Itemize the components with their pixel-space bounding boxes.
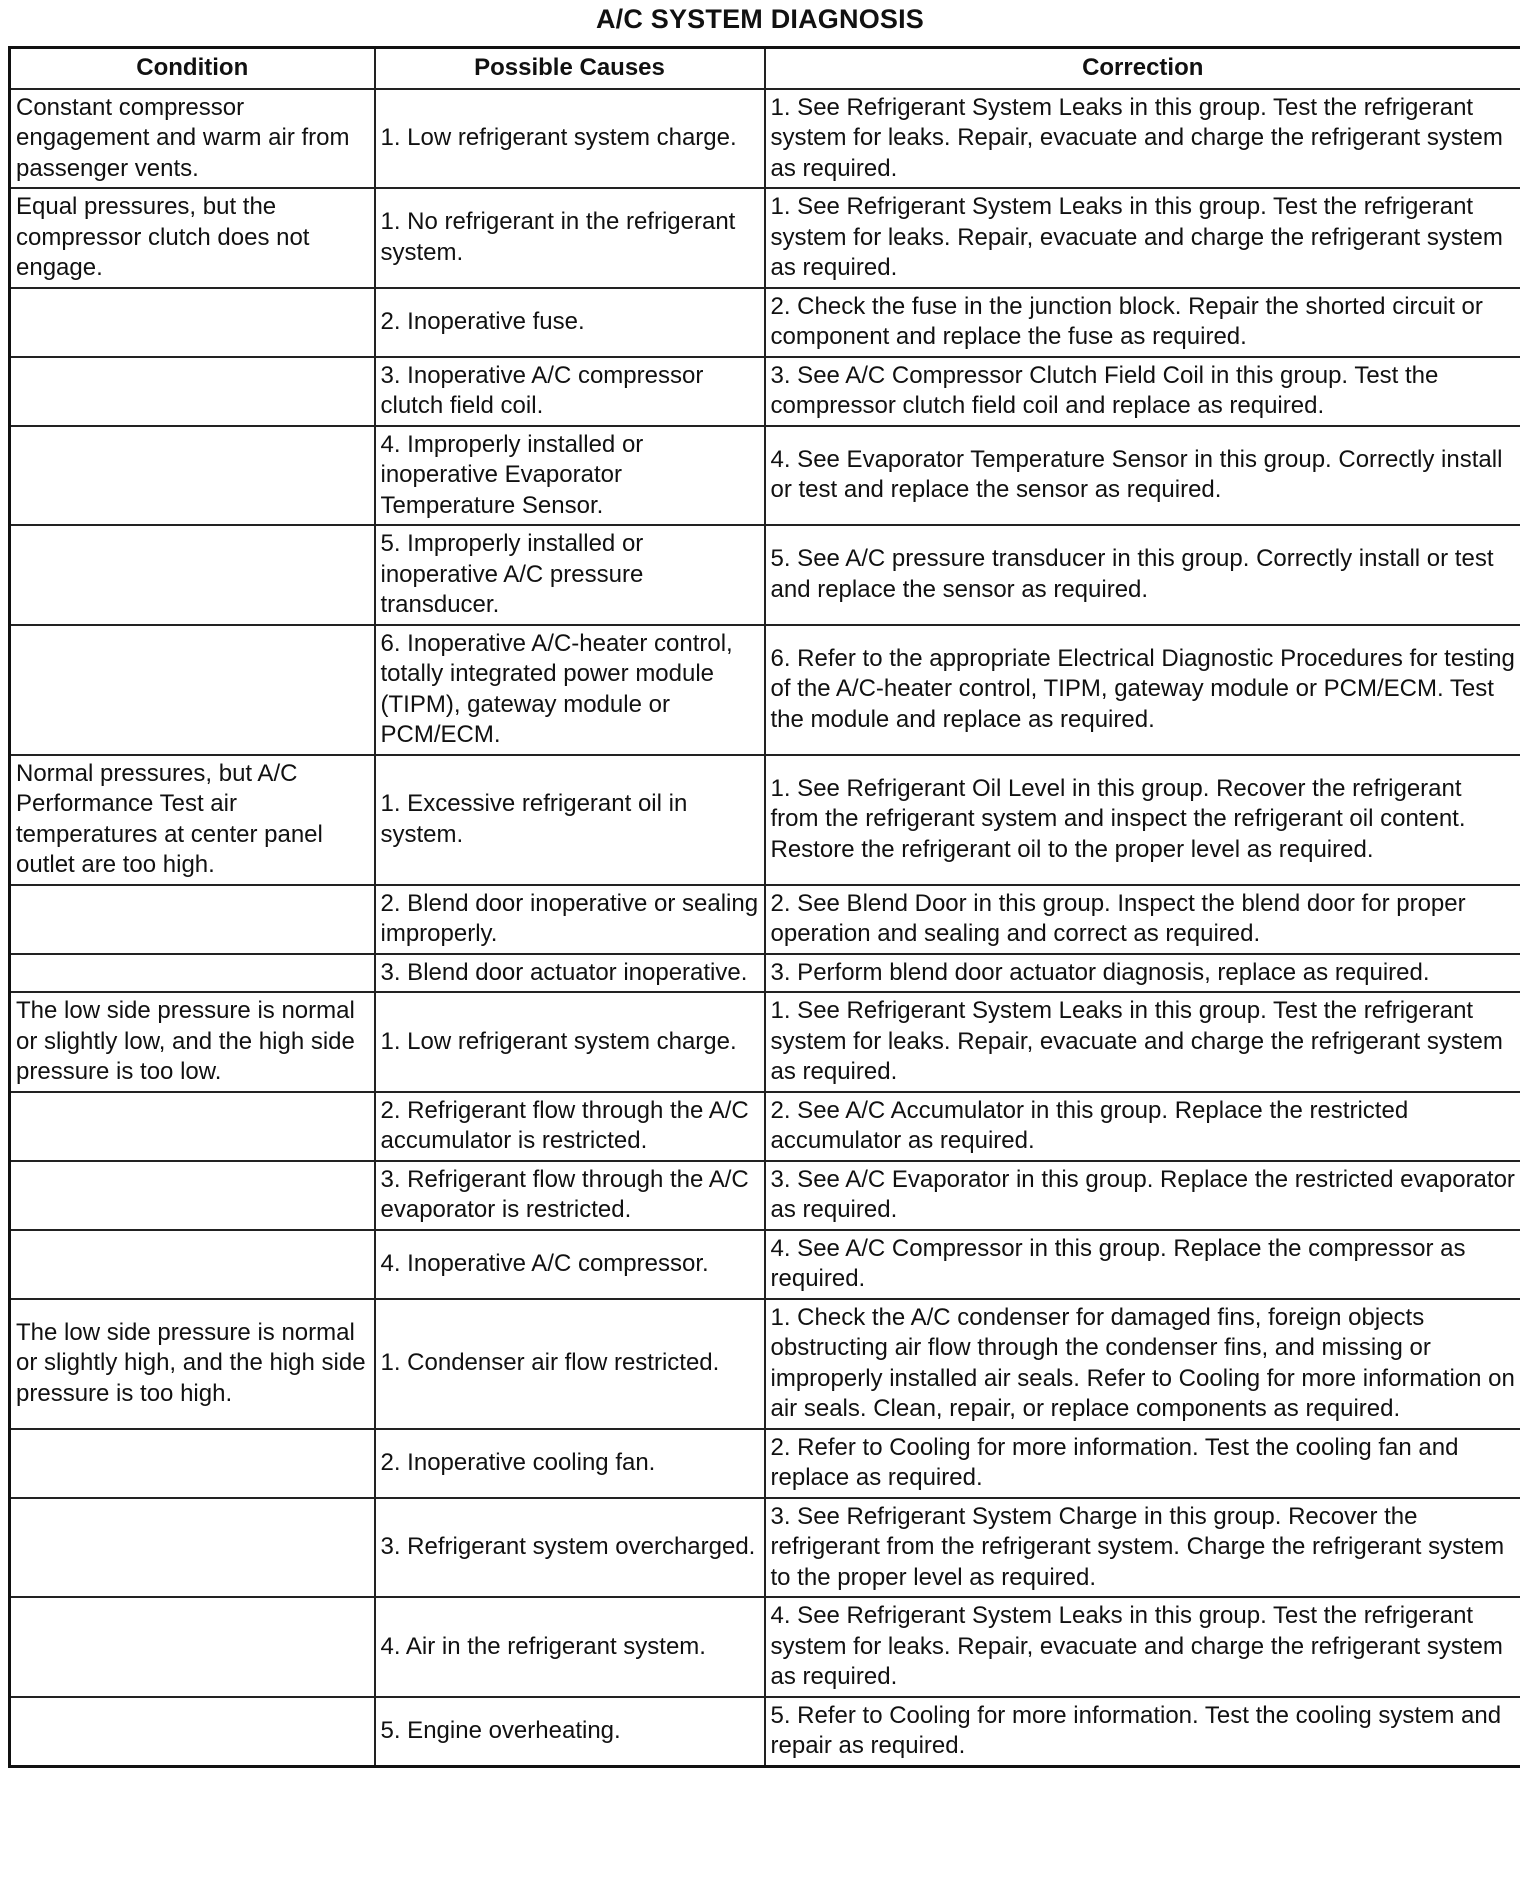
- correction-cell: 6. Refer to the appropriate Electrical Diagnostic Procedures for testing of the A/C-heater control, TIPM, gateway module or PCM/ECM. Test the module and replace as required.: [765, 625, 1520, 755]
- correction-cell: 5. See A/C pressure transducer in this group. Correctly install or test and replace the sensor as required.: [765, 525, 1520, 625]
- table-row: [10, 188, 1520, 288]
- table-row: [10, 1697, 1520, 1767]
- cause-cell: 2. Refrigerant flow through the A/C accumulator is restricted.: [375, 1092, 765, 1161]
- cause-cell: 6. Inoperative A/C-heater control, totally integrated power module (TIPM), gateway module or PCM/ECM.: [375, 625, 765, 755]
- table-row: [10, 1299, 1520, 1429]
- table-row: [10, 1597, 1520, 1697]
- condition-cell: [10, 1230, 375, 1299]
- correction-cell: 1. Check the A/C condenser for damaged fins, foreign objects obstructing air flow through the condenser fins, and missing or improperly installed air seals. Refer to Cooling for more information on air seals. Clean, repair, or replace components as required.: [765, 1299, 1520, 1429]
- table-row: [10, 1498, 1520, 1598]
- correction-cell: 3. Perform blend door actuator diagnosis, replace as required.: [765, 954, 1520, 993]
- condition-cell: Equal pressures, but the compressor clutch does not engage.: [10, 188, 375, 288]
- condition-cell: The low side pressure is normal or slightly low, and the high side pressure is too low.: [10, 992, 375, 1092]
- cause-cell: 2. Inoperative cooling fan.: [375, 1429, 765, 1498]
- table-row: [10, 426, 1520, 526]
- condition-cell: The low side pressure is normal or slightly high, and the high side pressure is too high.: [10, 1299, 375, 1429]
- correction-cell: 3. See Refrigerant System Charge in this group. Recover the refrigerant from the refrigerant system. Charge the refrigerant system to the proper level as required.: [765, 1498, 1520, 1598]
- table-row: [10, 525, 1520, 625]
- condition-cell: [10, 625, 375, 755]
- table-row: [10, 1161, 1520, 1230]
- cause-cell: 1. Low refrigerant system charge.: [375, 89, 765, 189]
- cause-cell: 5. Engine overheating.: [375, 1697, 765, 1767]
- cause-cell: 1. Low refrigerant system charge.: [375, 992, 765, 1092]
- column-header-condition: Condition: [10, 48, 375, 89]
- cause-cell: 2. Inoperative fuse.: [375, 288, 765, 357]
- correction-cell: 2. Check the fuse in the junction block. Repair the shorted circuit or component and replace the fuse as required.: [765, 288, 1520, 357]
- correction-cell: 4. See A/C Compressor in this group. Replace the compressor as required.: [765, 1230, 1520, 1299]
- cause-cell: 1. Condenser air flow restricted.: [375, 1299, 765, 1429]
- table-row: [10, 288, 1520, 357]
- correction-cell: 2. See Blend Door in this group. Inspect the blend door for proper operation and sealing and correct as required.: [765, 885, 1520, 954]
- table-row: [10, 992, 1520, 1092]
- correction-cell: 5. Refer to Cooling for more information. Test the cooling system and repair as required.: [765, 1697, 1520, 1767]
- condition-cell: Normal pressures, but A/C Performance Test air temperatures at center panel outlet are too high.: [10, 755, 375, 885]
- cause-cell: 4. Improperly installed or inoperative Evaporator Temperature Sensor.: [375, 426, 765, 526]
- cause-cell: 3. Refrigerant flow through the A/C evaporator is restricted.: [375, 1161, 765, 1230]
- cause-cell: 3. Blend door actuator inoperative.: [375, 954, 765, 993]
- cause-cell: 5. Improperly installed or inoperative A/C pressure transducer.: [375, 525, 765, 625]
- cause-cell: 4. Air in the refrigerant system.: [375, 1597, 765, 1697]
- cause-cell: 4. Inoperative A/C compressor.: [375, 1230, 765, 1299]
- diagnosis-table: [8, 46, 1520, 1768]
- cause-cell: 1. Excessive refrigerant oil in system.: [375, 755, 765, 885]
- condition-cell: [10, 1597, 375, 1697]
- table-row: [10, 885, 1520, 954]
- table-header-row: [10, 48, 1520, 89]
- condition-cell: [10, 1429, 375, 1498]
- condition-cell: Constant compressor engagement and warm air from passenger vents.: [10, 89, 375, 189]
- condition-cell: [10, 288, 375, 357]
- correction-cell: 1. See Refrigerant System Leaks in this group. Test the refrigerant system for leaks. Repair, evacuate and charge the refrigerant system as required.: [765, 188, 1520, 288]
- condition-cell: [10, 885, 375, 954]
- condition-cell: [10, 426, 375, 526]
- correction-cell: 3. See A/C Compressor Clutch Field Coil in this group. Test the compressor clutch field coil and replace as required.: [765, 357, 1520, 426]
- correction-cell: 2. Refer to Cooling for more information. Test the cooling fan and replace as required.: [765, 1429, 1520, 1498]
- table-row: [10, 357, 1520, 426]
- condition-cell: [10, 1161, 375, 1230]
- condition-cell: [10, 1498, 375, 1598]
- table-row: [10, 1092, 1520, 1161]
- table-row: [10, 625, 1520, 755]
- condition-cell: [10, 525, 375, 625]
- column-header-possible-causes: Possible Causes: [375, 48, 765, 89]
- table-row: [10, 755, 1520, 885]
- condition-cell: [10, 1697, 375, 1767]
- column-header-correction: Correction: [765, 48, 1520, 89]
- cause-cell: 3. Inoperative A/C compressor clutch field coil.: [375, 357, 765, 426]
- document-title: A/C SYSTEM DIAGNOSIS: [595, 4, 925, 34]
- correction-cell: 1. See Refrigerant System Leaks in this group. Test the refrigerant system for leaks. Repair, evacuate and charge the refrigerant system as required.: [765, 89, 1520, 189]
- correction-cell: 3. See A/C Evaporator in this group. Replace the restricted evaporator as required.: [765, 1161, 1520, 1230]
- correction-cell: 4. See Refrigerant System Leaks in this group. Test the refrigerant system for leaks. Repair, evacuate and charge the refrigerant system as required.: [765, 1597, 1520, 1697]
- table-row: [10, 1230, 1520, 1299]
- cause-cell: 1. No refrigerant in the refrigerant system.: [375, 188, 765, 288]
- correction-cell: 1. See Refrigerant Oil Level in this group. Recover the refrigerant from the refrigerant system and inspect the refrigerant oil content. Restore the refrigerant oil to the proper level as required.: [765, 755, 1520, 885]
- condition-cell: [10, 954, 375, 993]
- cause-cell: 2. Blend door inoperative or sealing improperly.: [375, 885, 765, 954]
- correction-cell: 4. See Evaporator Temperature Sensor in this group. Correctly install or test and replace the sensor as required.: [765, 426, 1520, 526]
- cause-cell: 3. Refrigerant system overcharged.: [375, 1498, 765, 1598]
- correction-cell: 1. See Refrigerant System Leaks in this group. Test the refrigerant system for leaks. Repair, evacuate and charge the refrigerant system as required.: [765, 992, 1520, 1092]
- table-row: [10, 1429, 1520, 1498]
- table-row: [10, 954, 1520, 993]
- table-row: [10, 89, 1520, 189]
- condition-cell: [10, 1092, 375, 1161]
- condition-cell: [10, 357, 375, 426]
- correction-cell: 2. See A/C Accumulator in this group. Replace the restricted accumulator as required.: [765, 1092, 1520, 1161]
